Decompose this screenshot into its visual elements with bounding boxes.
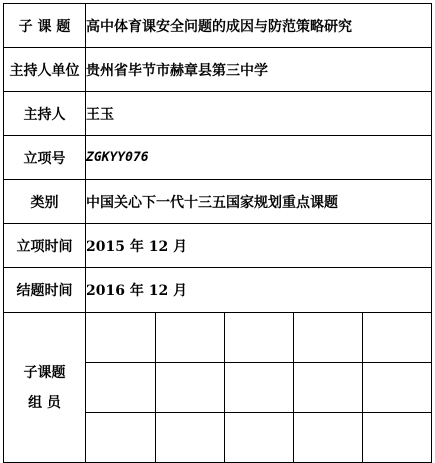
row-start-date [4, 224, 432, 268]
member-cell [86, 413, 155, 463]
project-number-label: 立项号 [4, 136, 86, 180]
host-unit-value: 贵州省毕节市赫章县第三中学 [86, 48, 432, 92]
member-cell [362, 363, 431, 413]
members-grid-row [86, 313, 431, 363]
member-cell [224, 363, 293, 413]
members-grid-holder [86, 313, 432, 463]
row-project-number [4, 136, 432, 180]
member-cell [224, 413, 293, 463]
start-date-label: 立项时间 [4, 224, 86, 268]
subtopic-label: 子 课 题 [4, 4, 86, 48]
host-value: 王玉 [86, 92, 432, 136]
host-label: 主持人 [4, 92, 86, 136]
member-cell [155, 413, 224, 463]
members-grid-row [86, 363, 431, 413]
row-subtopic [4, 4, 432, 48]
row-category [4, 180, 432, 224]
project-number-value: ZGKYY076 [86, 136, 432, 180]
row-host [4, 92, 432, 136]
row-end-date [4, 268, 432, 313]
row-host-unit [4, 48, 432, 92]
members-label-line2: 组 员 [28, 394, 61, 411]
host-unit-label: 主持人单位 [4, 48, 86, 92]
end-date-label: 结题时间 [4, 268, 86, 313]
member-cell [86, 363, 155, 413]
member-cell [362, 413, 431, 463]
member-cell [293, 363, 362, 413]
project-info-table [3, 3, 432, 463]
member-cell [155, 363, 224, 413]
category-label: 类别 [4, 180, 86, 224]
member-cell [293, 413, 362, 463]
members-grid [86, 313, 431, 462]
row-members [4, 313, 432, 463]
member-cell [155, 313, 224, 363]
member-cell [86, 313, 155, 363]
category-value: 中国关心下一代十三五国家规划重点课题 [86, 180, 432, 224]
members-label [4, 313, 86, 463]
end-date-value: 2016 年 12 月 [86, 268, 432, 313]
members-grid-row [86, 413, 431, 463]
member-cell [362, 313, 431, 363]
start-date-value: 2015 年 12 月 [86, 224, 432, 268]
member-cell [293, 313, 362, 363]
subtopic-value: 高中体育课安全问题的成因与防范策略研究 [86, 4, 432, 48]
members-label-line1: 子课题 [23, 364, 66, 381]
member-cell [224, 313, 293, 363]
